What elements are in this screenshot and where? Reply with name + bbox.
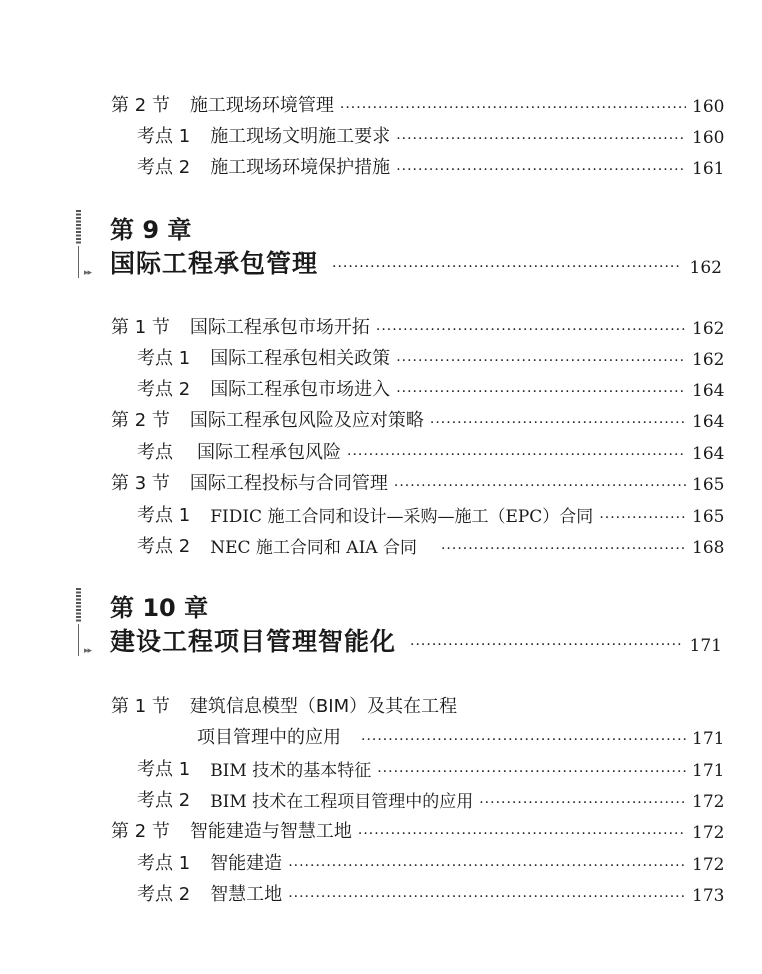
- chapter-title-entry[interactable]: [110, 244, 722, 280]
- toc-section-entry[interactable]: [111, 465, 725, 495]
- chapter-marker-icon: ▸▸: [76, 210, 106, 280]
- chapter-number: 第 9 章: [110, 216, 192, 244]
- section-title-continued: 项目管理中的应用: [197, 727, 341, 748]
- point-label: 考点 2: [137, 379, 191, 400]
- point-title: FIDIC 施工合同和设计—采购—施工（EPC）合同: [210, 507, 594, 527]
- toc-section-entry[interactable]: [111, 309, 725, 339]
- section-title: 智能建造与智慧工地: [189, 821, 352, 842]
- toc-section-entry-line2[interactable]: [197, 719, 725, 749]
- leader-dots: [288, 858, 686, 875]
- section-label: 第 2 节: [111, 821, 170, 842]
- toc-point-entry[interactable]: [137, 528, 725, 558]
- section-label: 第 2 节: [111, 410, 170, 431]
- leader-dots: [396, 353, 686, 370]
- section-title: 国际工程承包市场开拓: [189, 317, 370, 338]
- section-title: 施工现场环境管理: [189, 95, 334, 116]
- section-label: 第 1 节: [111, 696, 170, 717]
- section-label: 第 1 节: [111, 317, 170, 338]
- section-title: 国际工程承包风险及应对策略: [189, 410, 424, 431]
- leader-dots: [394, 478, 686, 495]
- point-title: 智慧工地: [210, 884, 283, 905]
- point-title: BIM 技术在工程项目管理中的应用: [210, 792, 474, 812]
- toc-point-entry[interactable]: [137, 845, 725, 875]
- leader-dots: [396, 384, 686, 401]
- toc-section-entry-line1[interactable]: [111, 688, 722, 718]
- toc-point-entry[interactable]: [137, 876, 725, 906]
- page-number: 162: [692, 319, 725, 339]
- section-title: 建筑信息模型（BIM）及其在工程: [189, 696, 458, 717]
- section-label: 第 2 节: [111, 95, 170, 116]
- toc-point-entry[interactable]: [137, 751, 725, 781]
- leader-dots: [479, 795, 686, 812]
- page-number: 171: [692, 761, 725, 781]
- leader-dots: [441, 541, 686, 558]
- point-title: 国际工程承包风险: [197, 442, 341, 463]
- point-label: 考点 1: [137, 853, 191, 874]
- page-number: 172: [692, 792, 725, 812]
- toc-section-entry[interactable]: [111, 813, 725, 843]
- point-title: 施工现场环境保护措施: [210, 157, 391, 178]
- toc-point-entry[interactable]: [137, 497, 725, 527]
- toc-point-entry[interactable]: [137, 371, 725, 401]
- leader-dots: [430, 415, 686, 432]
- toc-section-entry[interactable]: [111, 402, 725, 432]
- leader-dots: [340, 100, 686, 117]
- page-number: 164: [692, 412, 725, 432]
- page-number: 173: [692, 886, 725, 906]
- leader-dots: [599, 510, 686, 527]
- page-number: 162: [689, 258, 722, 278]
- point-label: 考点 1: [137, 348, 191, 369]
- chapter-title-entry[interactable]: [110, 622, 722, 658]
- section-label: 第 3 节: [111, 473, 170, 494]
- point-title: 国际工程承包相关政策: [210, 348, 391, 369]
- toc-point-entry[interactable]: [137, 782, 725, 812]
- point-label: 考点 1: [137, 126, 191, 147]
- toc-point-entry[interactable]: [137, 149, 725, 179]
- leader-dots: [410, 637, 682, 654]
- page-number: 171: [692, 729, 725, 749]
- point-label: 考点 2: [137, 790, 191, 811]
- point-label: 考点 2: [137, 884, 191, 905]
- point-title: 国际工程承包市场进入: [210, 379, 391, 400]
- section-title: 国际工程投标与合同管理: [189, 473, 388, 494]
- point-label: 考点 1: [137, 759, 191, 780]
- toc-point-entry[interactable]: [137, 340, 725, 370]
- point-label: 考点: [137, 442, 173, 463]
- leader-dots: [332, 259, 682, 276]
- point-label: 考点 2: [137, 536, 191, 557]
- toc-section-entry[interactable]: [111, 87, 725, 117]
- point-label: 考点 1: [137, 505, 191, 526]
- point-title: NEC 施工合同和 AIA 合同: [210, 538, 417, 558]
- page-number: 164: [692, 381, 725, 401]
- toc-point-entry[interactable]: [137, 118, 725, 148]
- page-number: 164: [692, 444, 725, 464]
- point-label: 考点 2: [137, 157, 191, 178]
- leader-dots: [358, 826, 686, 843]
- page-number: 160: [692, 97, 725, 117]
- leader-dots: [396, 162, 686, 179]
- page-number: 171: [689, 636, 722, 656]
- leader-dots: [377, 764, 686, 781]
- page-number: 172: [692, 855, 725, 875]
- leader-dots: [288, 889, 686, 906]
- page-number: 172: [692, 823, 725, 843]
- chapter-title: 建设工程项目管理智能化: [110, 627, 397, 656]
- point-title: BIM 技术的基本特征: [210, 761, 372, 781]
- page-number: 161: [692, 159, 725, 179]
- chapter-marker-icon: ▸▸: [76, 588, 106, 658]
- leader-dots: [347, 447, 686, 464]
- chapter-number: 第 10 章: [110, 594, 209, 622]
- leader-dots: [376, 322, 686, 339]
- point-title: 智能建造: [210, 853, 283, 874]
- page-number: 165: [692, 507, 725, 527]
- page-number: 165: [692, 475, 725, 495]
- point-title: 施工现场文明施工要求: [210, 126, 391, 147]
- leader-dots: [396, 131, 686, 148]
- page-number: 160: [692, 128, 725, 148]
- page-number: 162: [692, 350, 725, 370]
- chapter-title: 国际工程承包管理: [110, 249, 319, 278]
- leader-dots: [361, 732, 686, 749]
- toc-point-entry[interactable]: [137, 434, 725, 464]
- page-number: 168: [692, 538, 725, 558]
